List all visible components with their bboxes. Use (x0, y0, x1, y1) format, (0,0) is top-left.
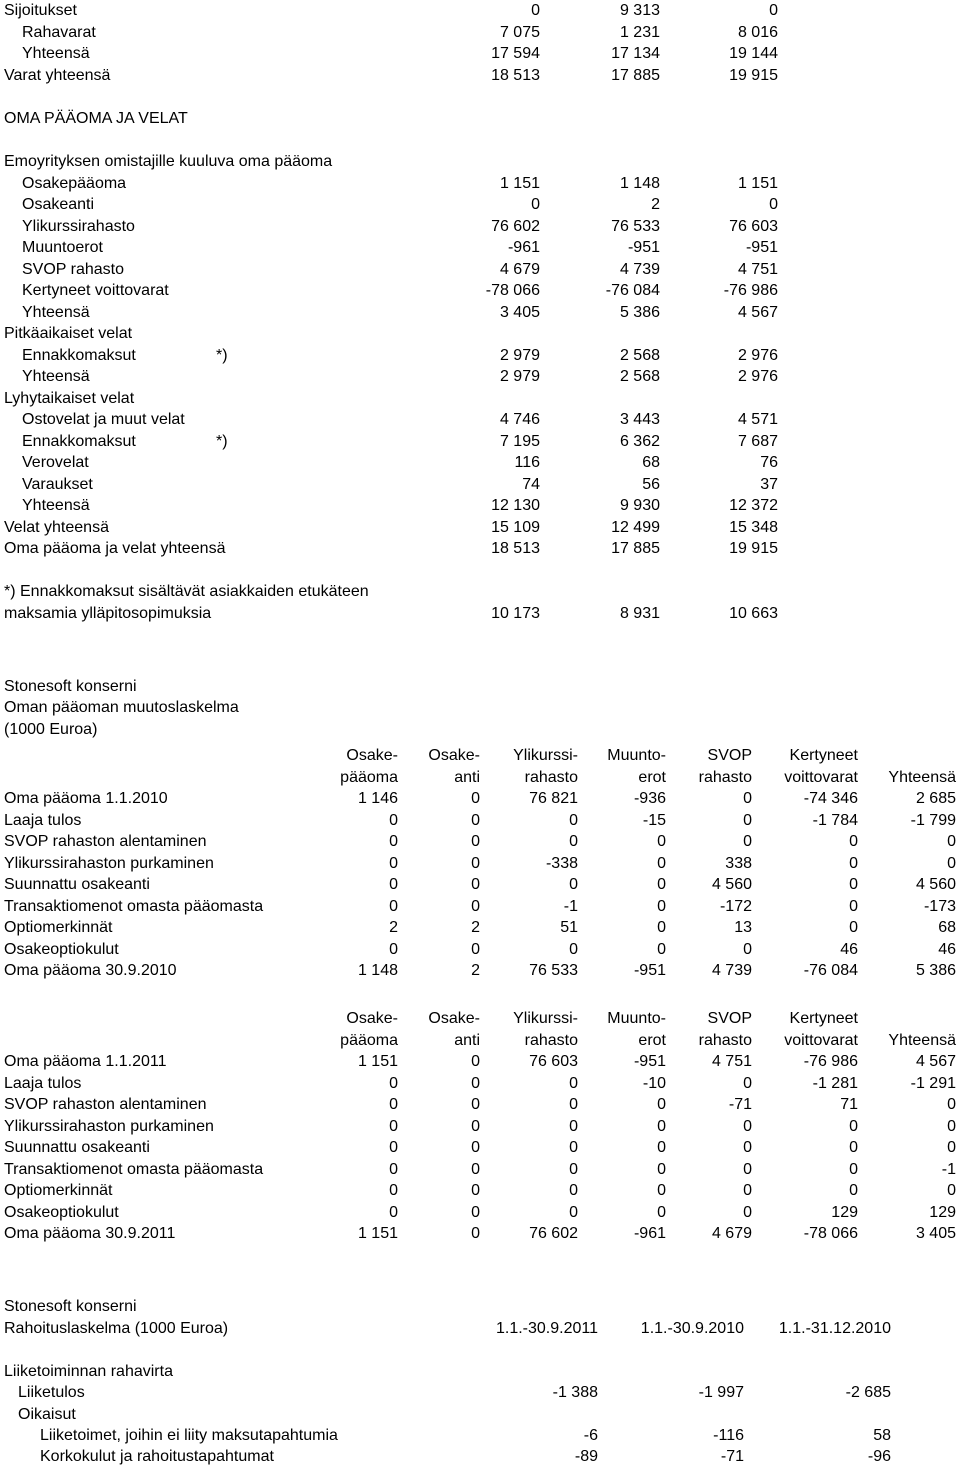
equity-value: 1 151 (357, 1053, 398, 1070)
column-header: Osake- (428, 747, 480, 764)
equity-row-label: Transaktiomenot omasta pääomasta (4, 1160, 264, 1178)
equity-value: 0 (471, 1139, 480, 1156)
cashflow-period-2: 1.1.-30.9.2010 (640, 1320, 744, 1337)
cashflow-value: -2 685 (845, 1384, 891, 1401)
balance-value: 37 (760, 476, 778, 493)
balance-row-label: Yhteensä (22, 497, 90, 514)
equity-value: 0 (849, 897, 858, 915)
balance-value: 7 075 (499, 24, 540, 41)
cashflow-value: -6 (583, 1427, 598, 1444)
equity-value: 0 (849, 876, 858, 893)
cashflow-row-label: Liiketoimet, joihin ei liity maksutapahtumia (40, 1427, 338, 1444)
equity-row-label: Transaktiomenot omasta pääomasta (4, 897, 264, 915)
equity-value: 0 (471, 1096, 480, 1113)
column-header: Muunto- (607, 1010, 666, 1027)
balance-value: 15 109 (491, 519, 540, 536)
equity-value: 0 (657, 940, 666, 958)
balance-value: 1 231 (619, 24, 660, 41)
equity-value: 0 (389, 854, 398, 872)
equity-value: 0 (849, 1117, 858, 1135)
equity-value: 0 (743, 1117, 752, 1135)
equity-value: 0 (471, 1053, 480, 1070)
cashflow-value: -96 (867, 1448, 891, 1465)
equity-row-label: Suunnattu osakeanti (4, 1139, 150, 1156)
balance-value: 7 687 (737, 433, 778, 450)
balance-row-label: OMA PÄÄOMA JA VELAT (4, 110, 188, 127)
equity-value: -71 (728, 1096, 752, 1113)
balance-row-label: Kertyneet voittovarat (22, 282, 169, 299)
column-header: Ylikurssi- (513, 747, 578, 764)
balance-row-label: Ylikurssirahasto (22, 218, 135, 235)
balance-value: 4 679 (499, 261, 540, 278)
equity-value: 0 (389, 1139, 398, 1156)
equity-unit-label: (1000 Euroa) (4, 721, 98, 738)
equity-value: 0 (657, 833, 666, 850)
equity-row-label: Optiomerkinnät (4, 919, 113, 936)
column-header: rahasto (698, 769, 752, 786)
balance-value: 4 567 (737, 304, 778, 321)
cashflow-value: -89 (574, 1448, 598, 1465)
balance-value: 17 885 (611, 540, 660, 557)
equity-row-label: Laaja tulos (4, 811, 82, 829)
equity-value: -10 (642, 1074, 666, 1092)
equity-row-label: Optiomerkinnät (4, 1182, 113, 1199)
balance-value: 0 (531, 2, 540, 19)
equity-value: 0 (569, 1182, 578, 1199)
column-header (860, 746, 956, 766)
cashflow-value: 58 (873, 1427, 891, 1444)
cashflow-section-title: Liiketoiminnan rahavirta (4, 1363, 173, 1380)
equity-value: 0 (389, 897, 398, 915)
balance-value: 1 148 (619, 175, 660, 192)
equity-value: 76 821 (529, 790, 578, 807)
equity-value: 0 (389, 876, 398, 893)
column-header: pääoma (340, 769, 398, 786)
balance-value: 2 976 (737, 347, 778, 364)
footnote-marker: *) (216, 433, 228, 450)
equity-value: 0 (471, 1074, 480, 1092)
column-header: Kertyneet (789, 1010, 858, 1027)
cashflow-company-heading: Stonesoft konserni (4, 1298, 137, 1315)
equity-value: 0 (657, 1182, 666, 1199)
equity-value: 0 (471, 876, 480, 893)
equity-value: 2 (471, 962, 480, 979)
balance-row-label: *) Ennakkomaksut sisältävät asiakkaiden etukäteen (4, 583, 369, 600)
balance-value: 5 386 (619, 304, 660, 321)
equity-value: 0 (657, 1203, 666, 1221)
balance-value: -76 986 (723, 282, 778, 299)
balance-row-label: Oma pääoma ja velat yhteensä (4, 540, 226, 557)
equity-value: 4 567 (915, 1053, 956, 1070)
balance-value: -76 084 (605, 282, 660, 299)
balance-row-label: Yhteensä (22, 45, 90, 62)
column-header: SVOP (707, 1010, 752, 1027)
balance-value: 4 746 (499, 411, 540, 428)
equity-value: -1 784 (812, 811, 858, 829)
equity-row-label: Osakeoptiokulut (4, 940, 119, 958)
equity-value: 0 (389, 1117, 398, 1135)
equity-row-label: Oma pääoma 1.1.2011 (4, 1053, 167, 1070)
equity-value: 0 (947, 833, 956, 850)
balance-value: 12 130 (491, 497, 540, 514)
equity-row-label: Osakeoptiokulut (4, 1203, 119, 1221)
equity-value: -338 (545, 854, 578, 872)
equity-value: 0 (657, 876, 666, 893)
equity-value: -951 (633, 962, 666, 979)
balance-value: 17 134 (611, 45, 660, 62)
equity-value: 1 151 (357, 1225, 398, 1242)
column-header: rahasto (524, 769, 578, 786)
balance-value: 17 594 (491, 45, 540, 62)
balance-value: 76 533 (611, 218, 660, 235)
column-header (860, 1009, 956, 1029)
equity-value: 0 (471, 1117, 480, 1135)
cashflow-value: -1 388 (552, 1384, 598, 1401)
cashflow-period-3: 1.1.-31.12.2010 (778, 1320, 891, 1337)
balance-row-label: Verovelat (22, 454, 89, 471)
equity-value: 0 (743, 790, 752, 807)
equity-value: 338 (725, 854, 752, 872)
column-header: Yhteensä (888, 1032, 956, 1049)
equity-value: 0 (471, 833, 480, 850)
equity-value: 71 (840, 1096, 858, 1113)
equity-value: 0 (471, 790, 480, 807)
equity-value: 5 386 (915, 962, 956, 979)
equity-value: 0 (849, 1139, 858, 1156)
equity-value: -15 (642, 811, 666, 829)
cashflow-row-label: Korkokulut ja rahoitustapahtumat (40, 1448, 274, 1465)
balance-value: 56 (642, 476, 660, 493)
equity-value: 0 (947, 1182, 956, 1199)
equity-row-label: Ylikurssirahaston purkaminen (4, 1117, 214, 1135)
equity-value: 76 533 (529, 962, 578, 979)
equity-value: 0 (657, 1139, 666, 1156)
balance-value: 15 348 (729, 519, 778, 536)
balance-value: 2 (651, 196, 660, 213)
balance-row-label: Muuntoerot (22, 239, 103, 256)
equity-row-label: Oma pääoma 1.1.2010 (4, 790, 168, 807)
equity-value: -936 (633, 790, 666, 807)
equity-value: 0 (849, 919, 858, 936)
equity-row-label: Suunnattu osakeanti (4, 876, 150, 893)
balance-value: 8 016 (737, 24, 778, 41)
equity-value: 0 (947, 854, 956, 872)
cashflow-period-1: 1.1.-30.9.2011 (495, 1320, 598, 1337)
equity-value: 0 (947, 1096, 956, 1113)
equity-value: 0 (657, 1160, 666, 1178)
balance-row-label: Varat yhteensä (4, 67, 111, 84)
equity-value: -172 (719, 897, 752, 915)
balance-value: 19 915 (729, 67, 778, 84)
equity-value: 0 (657, 897, 666, 915)
column-header: Yhteensä (888, 769, 956, 786)
equity-value: -76 084 (803, 962, 858, 979)
balance-value: -951 (745, 239, 778, 256)
balance-row-label: Yhteensä (22, 304, 90, 321)
balance-value: 9 313 (619, 2, 660, 19)
cashflow-value: -116 (713, 1427, 744, 1444)
balance-value: 9 930 (619, 497, 660, 514)
balance-value: 2 979 (499, 368, 540, 385)
balance-row-label: maksamia ylläpitosopimuksia (4, 605, 212, 622)
column-header: voittovarat (784, 769, 858, 786)
balance-value: 7 195 (499, 433, 540, 450)
equity-value: 0 (657, 854, 666, 872)
balance-value: -78 066 (485, 282, 540, 299)
equity-value: 0 (569, 1096, 578, 1113)
equity-value: 0 (569, 876, 578, 893)
equity-value: 0 (569, 1139, 578, 1156)
balance-row-label: Ennakkomaksut (22, 347, 136, 364)
balance-value: 0 (531, 196, 540, 213)
equity-value: 0 (569, 1117, 578, 1135)
equity-value: 0 (743, 940, 752, 958)
equity-value: 0 (849, 1160, 858, 1178)
equity-row-label: Oma pääoma 30.9.2011 (4, 1225, 176, 1242)
balance-value: 10 173 (491, 605, 540, 622)
cashflow-title: Rahoituslaskelma (1000 Euroa) (4, 1320, 229, 1337)
equity-value: 129 (831, 1203, 858, 1221)
column-header: Muunto- (607, 747, 666, 764)
equity-value: 2 (389, 919, 398, 936)
cashflow-value: -71 (720, 1448, 744, 1465)
equity-value: 0 (389, 833, 398, 850)
equity-row-label: SVOP rahaston alentaminen (4, 833, 207, 850)
balance-row-label: SVOP rahasto (22, 261, 124, 278)
equity-value: 0 (849, 833, 858, 850)
equity-row-label: Laaja tulos (4, 1074, 82, 1092)
equity-value: 1 146 (357, 790, 398, 807)
equity-value: -961 (633, 1225, 666, 1242)
balance-row-label: Emoyrityksen omistajille kuuluva oma pääoma (4, 153, 333, 170)
column-header: erot (638, 769, 666, 786)
cashflow-row-label: Liiketulos (18, 1384, 85, 1401)
column-header: Ylikurssi- (513, 1010, 578, 1027)
equity-value: 0 (743, 811, 752, 829)
equity-value: 0 (743, 1160, 752, 1178)
balance-row-label: Sijoitukset (4, 2, 77, 19)
column-header: rahasto (698, 1032, 752, 1049)
equity-value: 2 (471, 919, 480, 936)
footnote-marker: *) (216, 347, 228, 364)
column-header: erot (638, 1032, 666, 1049)
equity-value: -1 281 (812, 1074, 858, 1092)
equity-value: 0 (389, 811, 398, 829)
balance-value: 17 885 (611, 67, 660, 84)
balance-value: 18 513 (491, 540, 540, 557)
balance-value: 12 372 (729, 497, 778, 514)
column-header: Osake- (346, 1010, 398, 1027)
equity-value: 0 (471, 1203, 480, 1221)
balance-value: 0 (769, 196, 778, 213)
balance-value: 2 568 (619, 368, 660, 385)
balance-value: 4 571 (737, 411, 778, 428)
balance-row-label: Ennakkomaksut (22, 433, 136, 450)
balance-row-label: Velat yhteensä (4, 519, 109, 536)
equity-row-label: Ylikurssirahaston purkaminen (4, 854, 214, 872)
balance-value: 2 979 (499, 347, 540, 364)
equity-value: 0 (743, 833, 752, 850)
balance-value: 1 151 (499, 175, 540, 192)
equity-value: 0 (389, 940, 398, 958)
balance-value: 1 151 (737, 175, 778, 192)
equity-value: 0 (743, 1074, 752, 1092)
equity-value: 0 (471, 940, 480, 958)
balance-value: 76 (760, 454, 778, 471)
balance-value: 116 (514, 454, 540, 471)
balance-row-label: Varaukset (22, 476, 93, 493)
equity-value: 13 (734, 919, 752, 936)
equity-value: 0 (569, 811, 578, 829)
column-header: anti (454, 769, 480, 786)
equity-value: 68 (938, 919, 956, 936)
balance-row-label: Pitkäaikaiset velat (4, 325, 133, 342)
column-header: Osake- (428, 1010, 480, 1027)
equity-value: 0 (389, 1074, 398, 1092)
column-header: rahasto (524, 1032, 578, 1049)
balance-value: 19 915 (729, 540, 778, 557)
equity-value: 4 560 (711, 876, 752, 893)
equity-value: 4 751 (711, 1053, 752, 1070)
column-header: Kertyneet (789, 747, 858, 764)
equity-value: 46 (938, 940, 956, 958)
balance-row-label: Yhteensä (22, 368, 90, 385)
equity-value: 0 (389, 1160, 398, 1178)
equity-value: -1 (941, 1160, 956, 1178)
equity-value: 0 (849, 854, 858, 872)
equity-value: 0 (743, 1203, 752, 1221)
balance-value: 19 144 (729, 45, 778, 62)
equity-value: -1 799 (910, 811, 956, 829)
equity-value: 0 (471, 1160, 480, 1178)
cashflow-row-label: Oikaisut (18, 1406, 76, 1423)
equity-value: 0 (657, 919, 666, 936)
balance-value: 3 443 (619, 411, 660, 428)
equity-value: 4 679 (711, 1225, 752, 1242)
balance-row-label: Osakepääoma (22, 175, 127, 192)
equity-value: -1 291 (910, 1074, 956, 1092)
balance-value: 76 603 (729, 218, 778, 235)
equity-value: 4 739 (711, 962, 752, 979)
column-header: Osake- (346, 747, 398, 764)
balance-value: -961 (507, 239, 540, 256)
equity-value: 0 (471, 854, 480, 872)
equity-row-label: Oma pääoma 30.9.2010 (4, 962, 177, 979)
equity-value: 0 (947, 1117, 956, 1135)
balance-value: -951 (627, 239, 660, 256)
equity-value: 0 (569, 1074, 578, 1092)
column-header: pääoma (340, 1032, 398, 1049)
equity-value: -78 066 (803, 1225, 858, 1242)
balance-row-label: Lyhytaikaiset velat (4, 390, 135, 407)
column-header: voittovarat (784, 1032, 858, 1049)
equity-value: 76 603 (529, 1053, 578, 1070)
equity-value: 0 (471, 897, 480, 915)
equity-value: 0 (471, 811, 480, 829)
equity-value: 51 (560, 919, 578, 936)
equity-value: 0 (947, 1139, 956, 1156)
column-header: anti (454, 1032, 480, 1049)
equity-value: 3 405 (915, 1225, 956, 1242)
balance-value: 68 (642, 454, 660, 471)
equity-value: 0 (743, 1139, 752, 1156)
balance-value: 12 499 (611, 519, 660, 536)
equity-value: 0 (389, 1203, 398, 1221)
equity-statement-title: Oman pääoman muutoslaskelma (4, 699, 239, 716)
equity-value: -76 986 (803, 1053, 858, 1070)
balance-value: 74 (522, 476, 540, 493)
balance-value: 4 739 (619, 261, 660, 278)
equity-value: 0 (471, 1182, 480, 1199)
balance-value: 76 602 (491, 218, 540, 235)
balance-value: 6 362 (619, 433, 660, 450)
column-header: SVOP (707, 747, 752, 764)
balance-value: 2 976 (737, 368, 778, 385)
balance-value: 18 513 (491, 67, 540, 84)
balance-value: 0 (769, 2, 778, 19)
equity-value: 0 (569, 1203, 578, 1221)
balance-value: 10 663 (729, 605, 778, 622)
equity-value: -951 (633, 1053, 666, 1070)
equity-value: 0 (389, 1182, 398, 1199)
equity-value: 2 685 (915, 790, 956, 807)
equity-value: 0 (657, 1096, 666, 1113)
equity-value: -74 346 (803, 790, 858, 807)
balance-value: 3 405 (499, 304, 540, 321)
equity-value: 1 148 (357, 962, 398, 979)
equity-value: 46 (840, 940, 858, 958)
balance-row-label: Osakeanti (22, 196, 95, 213)
equity-value: 4 560 (915, 876, 956, 893)
equity-value: 0 (569, 940, 578, 958)
equity-value: 0 (389, 1096, 398, 1113)
balance-row-label: Ostovelat ja muut velat (22, 411, 185, 428)
equity-value: 76 602 (529, 1225, 578, 1242)
equity-value: -173 (923, 897, 956, 915)
equity-row-label: SVOP rahaston alentaminen (4, 1096, 207, 1113)
balance-value: 4 751 (737, 261, 778, 278)
balance-row-label: Rahavarat (22, 24, 96, 41)
equity-value: 129 (929, 1203, 956, 1221)
equity-value: 0 (743, 1182, 752, 1199)
equity-value: 0 (471, 1225, 480, 1242)
equity-value: -1 (563, 897, 578, 915)
equity-value: 0 (849, 1182, 858, 1199)
equity-value: 0 (569, 1160, 578, 1178)
balance-value: 8 931 (619, 605, 660, 622)
balance-value: 2 568 (619, 347, 660, 364)
equity-value: 0 (569, 833, 578, 850)
cashflow-value: -1 997 (698, 1384, 744, 1401)
equity-company-heading: Stonesoft konserni (4, 678, 137, 695)
equity-value: 0 (657, 1117, 666, 1135)
